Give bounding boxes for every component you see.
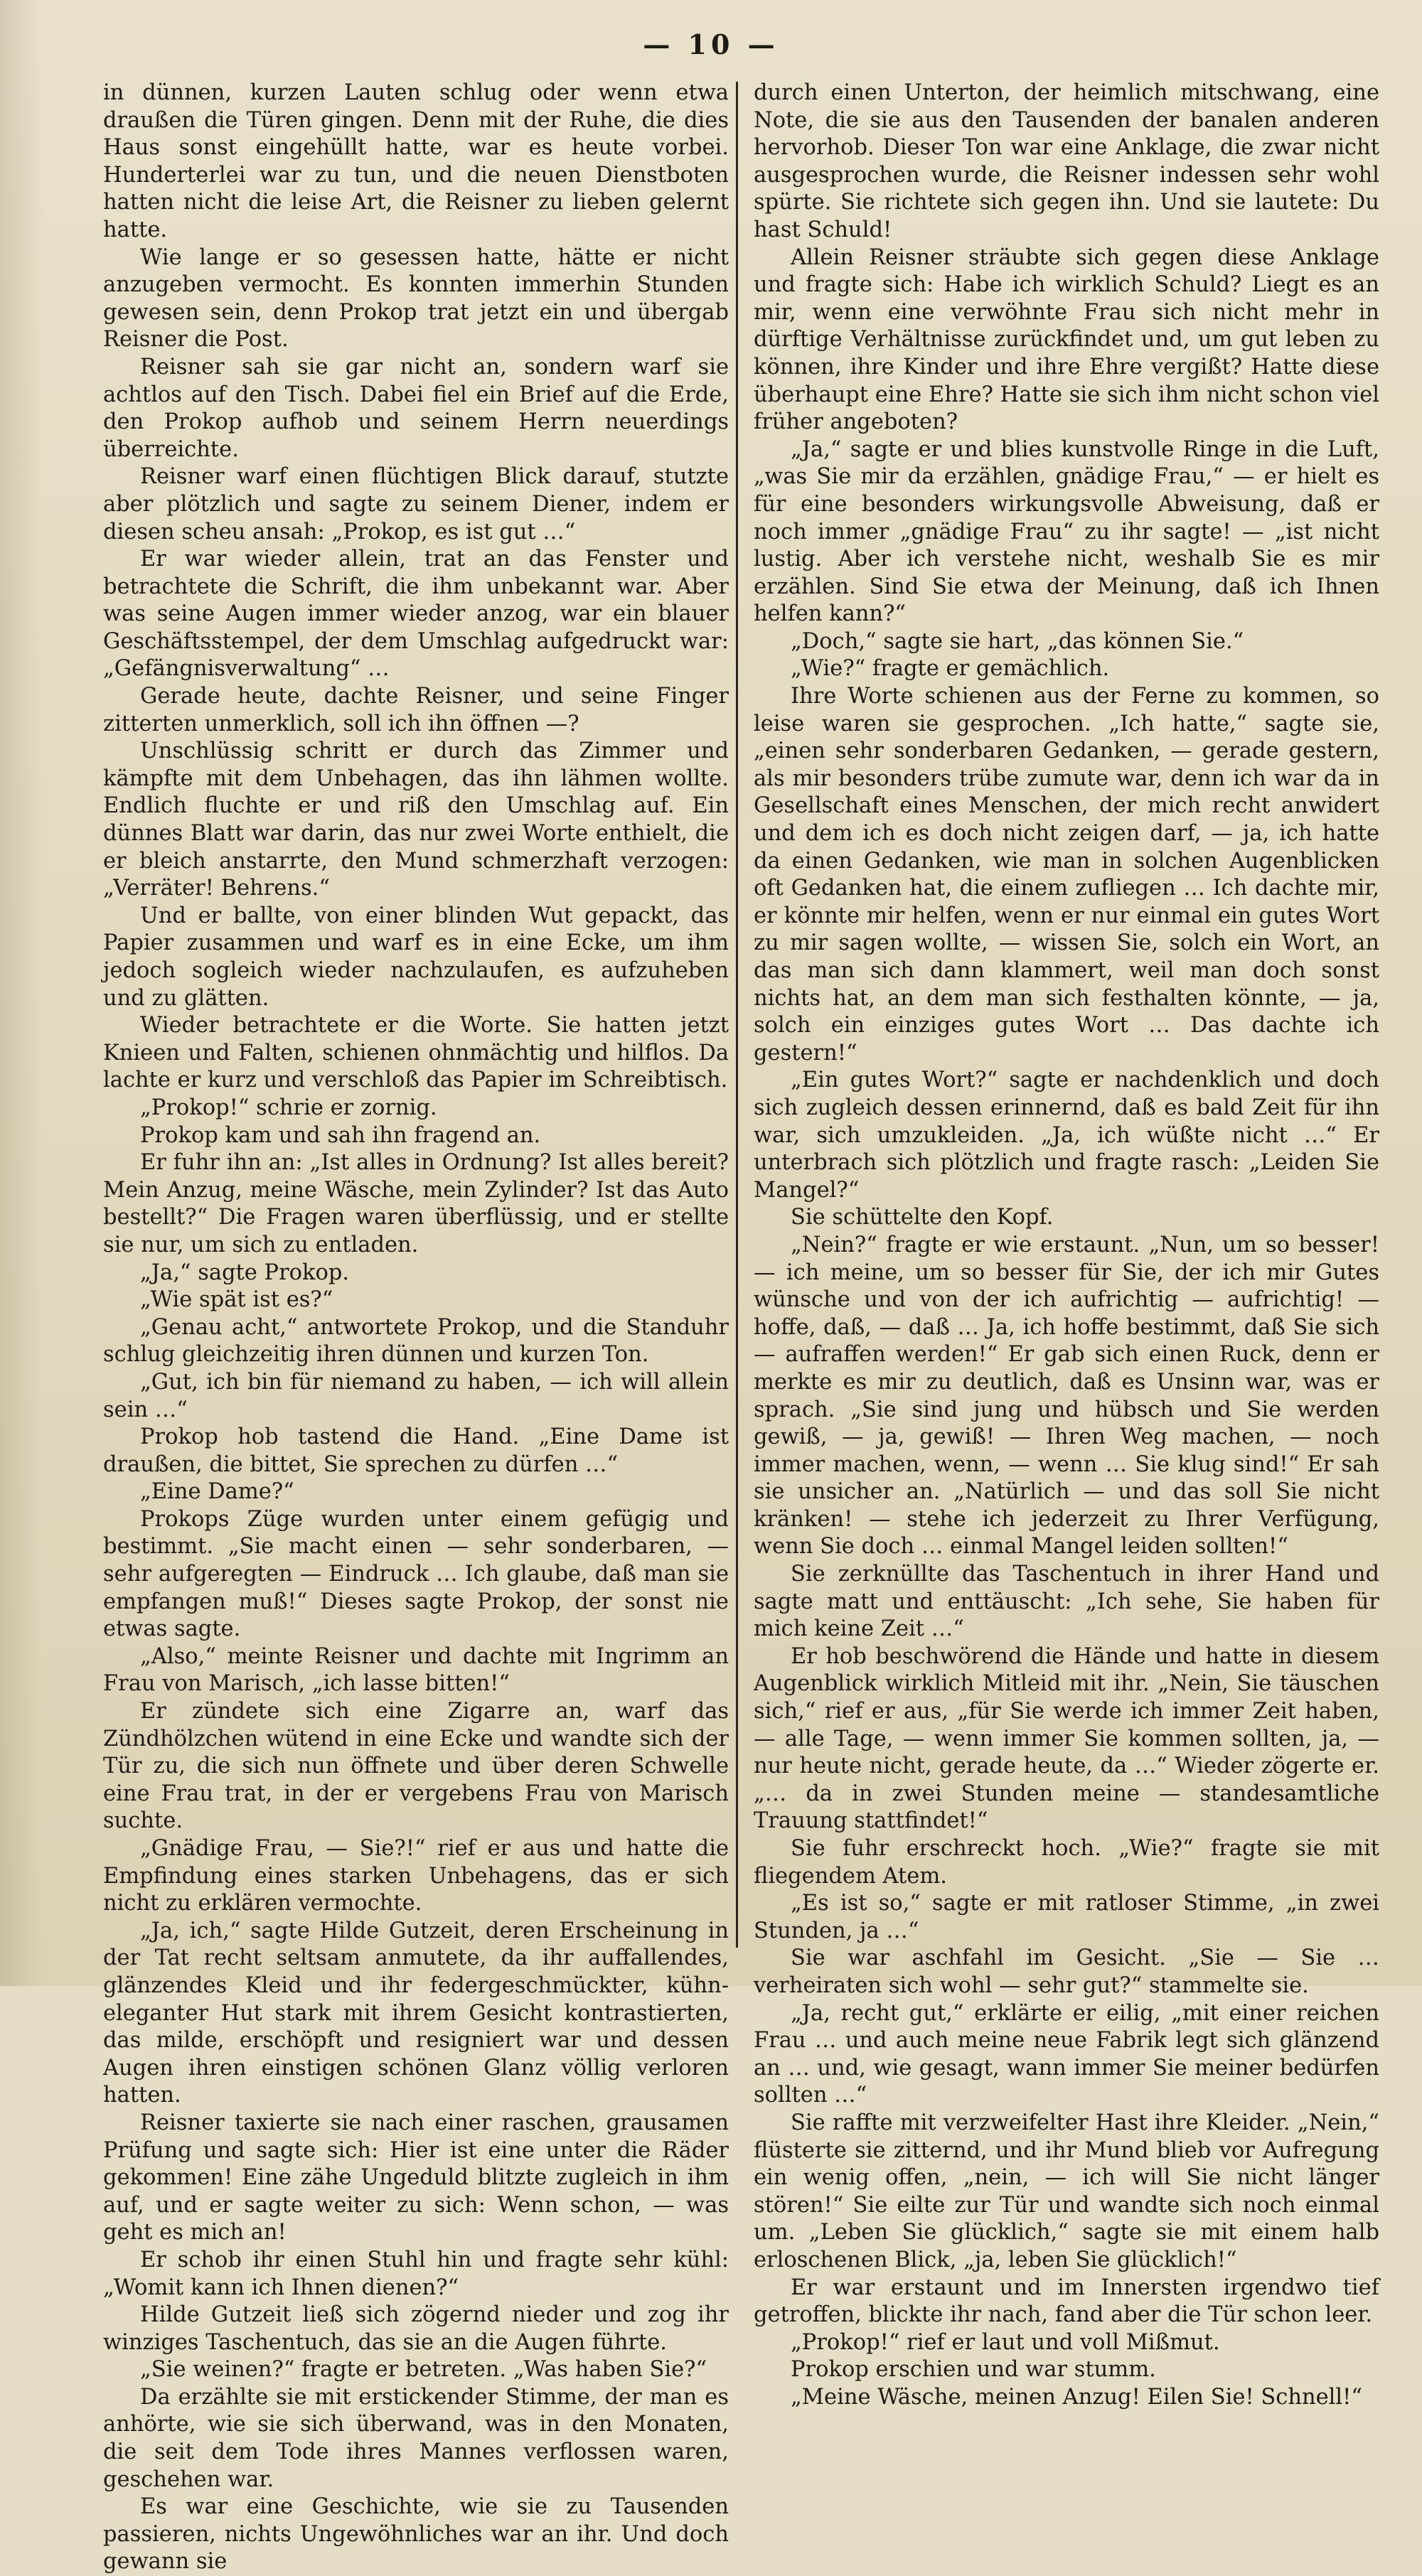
paragraph: in dünnen, kurzen Lauten schlug oder wenn etwa draußen die Türen gingen. Denn mit der Ruhe, die dies Haus sonst eingehüllt hatte, war es heute vorbei. Hunderterlei war zu tun, und die neuen Dienstboten hatten nicht die leise Art, die Reisner zu lieben gelernt hatte.	[103, 80, 729, 242]
paragraph: Er hob beschwörend die Hände und hatte in diesem Augenblick wirklich Mitleid mit ihr. „Nein, Sie täuschen sich,“ rief er aus, „für Sie werde ich immer Zeit haben, — alle Tage, — wenn immer Sie kommen sollten, ja, — nur heute nicht, gerade heute, da …“ Wieder zögerte er. „… da in zwei Stunden meine — standesamtliche Trauung stattfindet!“	[754, 1643, 1379, 1834]
paragraph: Sie fuhr erschreckt hoch. „Wie?“ fragte sie mit fliegendem Atem.	[754, 1836, 1379, 1889]
page-edge-shadow	[0, 0, 43, 1986]
paragraph: „Prokop!“ schrie er zornig.	[140, 1095, 437, 1120]
paragraph: Wieder betrachtete er die Worte. Sie hatten jetzt Knieen und Falten, schienen ohnmächtig und hilflos. Da lachte er kurz und verschloß das Papier im Schreibtisch.	[103, 1013, 729, 1093]
paragraph: Reisner taxierte sie nach einer raschen, grausamen Prüfung und sagte sich: Hier ist eine unter die Räder gekommen! Eine zähe Ungeduld blitzte zugleich in ihm auf, und er sagte weiter zu sich: Wenn schon, — was geht es mich an!	[103, 2110, 729, 2245]
paragraph: Unschlüssig schritt er durch das Zimmer und kämpfte mit dem Unbehagen, das ihn lähmen wollte. Endlich fluchte er und riß den Umschlag auf. Ein dünnes Blatt war darin, das nur zwei Worte enthielt, die er bleich anstarrte, den Mund schmerzhaft verzogen: „Verräter! Behrens.“	[103, 739, 729, 901]
paragraph: Er war erstaunt und im Innersten irgendwo tief getroffen, blickte ihr nach, fand aber die Tür schon leer.	[754, 2275, 1379, 2328]
paragraph: Er fuhr ihn an: „Ist alles in Ordnung? Ist alles bereit? Mein Anzug, meine Wäsche, mein Zylinder? Ist das Auto bestellt?“ Die Fragen waren überflüssig, und er stellte sie nur, um sich zu entladen.	[103, 1150, 729, 1257]
paragraph: durch einen Unterton, der heimlich mitschwang, eine Note, die sie aus den Tausenden der banalen anderen hervorhob. Dieser Ton war eine Anklage, die zwar nicht ausgesprochen wurde, die Reisner indessen sehr wohl spürte. Sie richtete sich gegen ihn. Und sie lautete: Du hast Schuld!	[754, 80, 1379, 242]
paragraph: Prokop hob tastend die Hand. „Eine Dame ist draußen, die bittet, Sie sprechen zu dürfen …“	[103, 1424, 729, 1477]
paragraph: „Sie weinen?“ fragte er betreten. „Was haben Sie?“	[140, 2357, 707, 2383]
paragraph: Prokop kam und sah ihn fragend an.	[140, 1122, 541, 1148]
paragraph: „Ja,“ sagte er und blies kunstvolle Ringe in die Luft, „was Sie mir da erzählen, gnädige Frau,“ — er hielt es für eine besonders wirkungsvolle Abweisung, daß er noch immer „gnädige Frau“ zu ihr sagte! — „ist nicht lustig. Aber ich verstehe nicht, weshalb Sie es mir erzählen. Sind Sie etwa der Meinung, daß ich Ihnen helfen kann?“	[754, 436, 1379, 627]
paragraph: Gerade heute, dachte Reisner, und seine Finger zitterten unmerklich, soll ich ihn öffnen —?	[103, 684, 729, 736]
paragraph: „Doch,“ sagte sie hart, „das können Sie.“	[791, 628, 1244, 654]
paragraph: „Genau acht,“ antwortete Prokop, und die Standuhr schlug gleichzeitig ihren dünnen und kurzen Ton.	[103, 1314, 729, 1368]
paragraph: „Also,“ meinte Reisner und dachte mit Ingrimm an Frau von Marisch, „ich lasse bitten!“	[103, 1643, 729, 1697]
paragraph: Sie zerknüllte das Taschentuch in ihrer Hand und sagte matt und enttäuscht: „Ich sehe, Sie haben für mich keine Zeit …“	[754, 1562, 1379, 1642]
paragraph: Sie war aschfahl im Gesicht. „Sie — Sie … verheiraten sich wohl — sehr gut?“ stammelte sie.	[754, 1946, 1379, 1998]
left-column	[103, 80, 729, 2575]
paragraph: Er schob ihr einen Stuhl hin und fragte sehr kühl: „Womit kann ich Ihnen dienen?“	[103, 2247, 729, 2300]
column-divider	[736, 82, 738, 1948]
paragraph: Er war wieder allein, trat an das Fenster und betrachtete die Schrift, die ihm unbekannt war. Aber was seine Augen immer wieder anzog, war ein blauer Geschäftsstempel, der dem Umschlag aufgedruckt war: „Gefängnisverwaltung“ …	[103, 547, 729, 682]
paragraph: „Gnädige Frau, — Sie?!“ rief er aus und hatte die Empfindung eines starken Unbehagens, das er sich nicht zu erklären vermochte.	[103, 1836, 729, 1916]
paragraph: „Ein gutes Wort?“ sagte er nachdenklich und doch sich zugleich dessen erinnernd, daß es bald Zeit für ihn war, sich umzukleiden. „Ja, ich wüßte nicht …“ Er unterbrach sich plötzlich und fragte rasch: „Leiden Sie Mangel?“	[754, 1068, 1379, 1203]
paragraph: „Wie?“ fragte er gemächlich.	[791, 656, 1110, 682]
paragraph: Reisner warf einen flüchtigen Blick darauf, stutzte aber plötzlich und sagte zu seinem Diener, indem er diesen scheu ansah: „Prokop, es ist gut …“	[103, 464, 729, 544]
paragraph: Allein Reisner sträubte sich gegen diese Anklage und fragte sich: Habe ich wirklich Schuld? Liegt es an mir, wenn eine verwöhnte Frau sich nicht mehr in dürftige Verhältnisse zurückfindet und, um gut leben zu können, ihre Kinder und ihre Ehre vergißt? Hatte diese überhaupt eine Ehre? Hatte sie sich ihm nicht schon viel früher angeboten?	[754, 245, 1379, 435]
paragraph: „Wie spät ist es?“	[140, 1287, 333, 1313]
paragraph: „Ja, ich,“ sagte Hilde Gutzeit, deren Erscheinung in der Tat recht seltsam anmutete, da ihr auffallendes, glänzendes Kleid und ihr federgeschmückter, kühn-eleganter Hut stark mit ihrem Gesicht kontrastierten, das milde, erschöpft und resigniert war und dessen Augen ihren einstigen schönen Glanz völlig verloren hatten.	[103, 1918, 729, 2108]
paragraph: „Ja,“ sagte Prokop.	[140, 1260, 350, 1285]
paragraph: Es war eine Geschichte, wie sie zu Tausenden passieren, nichts Ungewöhnliches war an ihr. Und doch gewann sie	[103, 2494, 729, 2575]
paragraph: „Prokop!“ rief er laut und voll Mißmut.	[791, 2329, 1220, 2355]
paragraph: „Eine Dame?“	[140, 1479, 294, 1505]
paragraph: Ihre Worte schienen aus der Ferne zu kommen, so leise waren sie gesprochen. „Ich hatte,“ sagte sie, „einen sehr sonderbaren Gedanken, — gerade gestern, als mir besonders trübe zumute war, denn ich war da in Gesellschaft eines Menschen, der mich recht anwidert und dem ich es doch nicht zeigen darf, — ja, ich hatte da einen Gedanken, wie man in solchen Augenblicken oft Gedanken hat, die einem zufliegen … Ich dachte mir, er könnte mir helfen, wenn er nur einmal ein gutes Wort zu mir sagen wollte, — wissen Sie, solch ein Wort, an das man sich dann klammert, weil man doch sonst nichts hat, an dem man sich festhalten könnte, — ja, solch ein einziges gutes Wort … Das dachte ich gestern!“	[754, 684, 1379, 1066]
paragraph: Da erzählte sie mit erstickender Stimme, der man es anhörte, wie sie sich überwand, was in den Monaten, die seit dem Tode ihres Mannes verflossen waren, geschehen war.	[103, 2384, 729, 2492]
paragraph: Reisner sah sie gar nicht an, sondern warf sie achtlos auf den Tisch. Dabei fiel ein Brief auf die Erde, den Prokop aufhob und seinem Herrn neuerdings überreichte.	[103, 354, 729, 462]
paragraph: Wie lange er so gesessen hatte, hätte er nicht anzugeben vermocht. Es konnten immerhin Stunden gewesen sein, denn Prokop trat jetzt ein und übergab Reisner die Post.	[103, 245, 729, 353]
paragraph: „Nein?“ fragte er wie erstaunt. „Nun, um so besser! — ich meine, um so besser für Sie, der ich mir Gutes wünsche und von der ich aufrichtig — aufrichtig! — hoffe, daß, — daß … Ja, ich hoffe bestimmt, daß Sie sich — aufraffen werden!“ Er gab sich einen Ruck, denn er merkte es mir zu deutlich, daß es Unsinn war, was er sprach. „Sie sind jung und hübsch und Sie werden gewiß, — ja, gewiß! — Ihren Weg machen, — noch immer machen, wenn, — wenn … Sie klug sind!“ Er sah sie unsicher an. „Natürlich — und das soll Sie nicht kränken! — stehe ich jederzeit zu Ihrer Verfügung, wenn Sie doch … einmal Mangel leiden sollten!“	[754, 1232, 1379, 1560]
paragraph: „Meine Wäsche, meinen Anzug! Eilen Sie! Schnell!“	[791, 2384, 1363, 2410]
paragraph: Prokops Züge wurden unter einem gefügig und bestimmt. „Sie macht einen — sehr sonderbaren, — sehr aufgeregten — Eindruck … Ich glaube, daß man sie empfangen muß!“ Dieses sagte Prokop, der sonst nie etwas sagte.	[103, 1506, 729, 1642]
paragraph: Prokop erschien und war stumm.	[791, 2357, 1156, 2383]
paragraph: „Gut, ich bin für niemand zu haben, — ich will allein sein …“	[103, 1369, 729, 1422]
right-column	[754, 80, 1379, 2410]
paragraph: Und er ballte, von einer blinden Wut gepackt, das Papier zusammen und warf es in eine Ecke, um ihm jedoch sogleich wieder nachzulaufen, es aufzuheben und zu glätten.	[103, 903, 729, 1011]
paragraph: Sie raffte mit verzweifelter Hast ihre Kleider. „Nein,“ flüsterte sie zitternd, und ihr Mund blieb vor Aufregung ein wenig offen, „nein, — ich will Sie nicht länger stören!“ Sie eilte zur Tür und wandte sich noch einmal um. „Leben Sie glücklich,“ sagte sie mit einem halb erloschenen Blick, „ja, leben Sie glücklich!“	[754, 2110, 1379, 2272]
paragraph: Sie schüttelte den Kopf.	[791, 1205, 1054, 1230]
paragraph: „Es ist so,“ sagte er mit ratloser Stimme, „in zwei Stunden, ja …“	[754, 1891, 1379, 1943]
paragraph: „Ja, recht gut,“ erklärte er eilig, „mit einer reichen Frau … und auch meine neue Fabrik legt sich glänzend an … und, wie gesagt, wann immer Sie meiner bedürfen sollten …“	[754, 2000, 1379, 2108]
page-number: — 10 —	[643, 28, 779, 60]
paragraph: Hilde Gutzeit ließ sich zögernd nieder und zog ihr winziges Taschentuch, das sie an die Augen führte.	[103, 2302, 729, 2355]
paragraph: Er zündete sich eine Zigarre an, warf das Zündhölzchen wütend in eine Ecke und wandte sich der Tür zu, die sich nun öffnete und über deren Schwelle eine Frau trat, in der er vergebens Frau von Marisch suchte.	[103, 1699, 729, 1834]
